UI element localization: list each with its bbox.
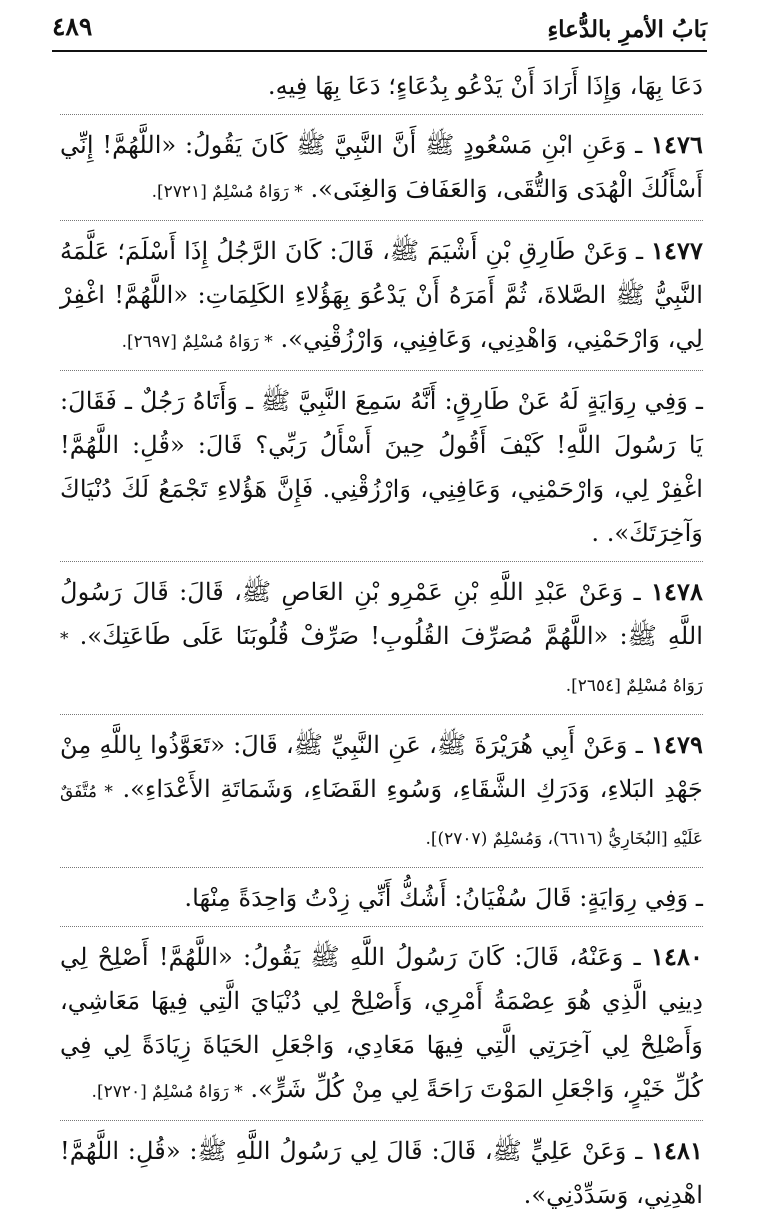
hadith-reference: * رَوَاهُ مُسْلِمٌ [٢٧٢١].: [151, 182, 303, 202]
page-body: [60, 64, 703, 1217]
hadith-text: ـ وَفِي رِوَايَةٍ لَهُ عَنْ طَارِقٍ: أَنَّهُ سَمِعَ النَّبِيَّ ﷺ ـ وَأَتَاهُ رَجُلٌ ـ فَقَالَ: يَا رَسُولَ اللَّهِ! كَيْفَ أَقُولُ حِينَ أَسْأَلُ رَبِّي؟ قَالَ: «قُلِ: اللَّهُمَّ! اغْفِرْ لِي، وَارْحَمْنِي، وَعَافِنِي، وَارْزُقْنِي. فَإِنَّ هَؤُلاءِ تَجْمَعُ لَكَ دُنْيَاكَ وَآخِرَتَكَ». .: [60, 387, 703, 547]
hadith-text: ـ وَعَنْ عَبْدِ اللَّهِ بْنِ عَمْرِو بْنِ العَاصِ ﷺ، قَالَ: قَالَ رَسُولُ اللَّهِ ﷺ: «اللَّهُمَّ مُصَرِّفَ القُلُوبِ! صَرِّفْ قُلُوبَنَا عَلَى طَاعَتِكَ».: [60, 578, 703, 650]
hadith-text: ـ وَعَنْ عَلِيٍّ ﷺ، قَالَ: قَالَ لِي رَسُولُ اللَّهِ ﷺ: «قُلِ: اللَّهُمَّ! اهْدِنِي، وَسَدِّدْنِي».: [60, 1137, 703, 1209]
hadith-reference: * رَوَاهُ مُسْلِمٌ [٢٧٢٠].: [91, 1082, 243, 1102]
separator: [60, 220, 703, 221]
hadith-text: ـ وَعَنِ ابْنِ مَسْعُودٍ ﷺ أَنَّ النَّبِيَّ ﷺ كَانَ يَقُولُ: «اللَّهُمَّ! إِنِّي أَسْأَلُكَ الْهُدَى وَالتُّقَى، وَالعَفَافَ وَالغِنَى».: [60, 131, 703, 203]
separator: [60, 926, 703, 927]
hadith-number: ١٤٨٠: [651, 942, 703, 971]
hadith-number: ١٤٧٦: [651, 130, 703, 159]
header-rule: [52, 50, 707, 52]
entry-text: دَعَا بِهَا، وَإِذَا أَرَادَ أَنْ يَدْعُو بِدُعَاءٍ؛ دَعَا بِهَا فِيهِ.: [267, 72, 703, 100]
hadith-text: ـ وَعَنْ أَبِي هُرَيْرَةَ ﷺ، عَنِ النَّبِيِّ ﷺ، قَالَ: «تَعَوَّذُوا بِاللَّهِ مِنْ جَهْدِ البَلاءِ، وَدَرَكِ الشَّقَاءِ، وَسُوءِ القَضَاءِ، وَشَمَاتَةِ الأَعْدَاءِ».: [60, 731, 704, 803]
hadith-number: ١٤٧٧: [651, 236, 703, 265]
hadith-text: ـ وَفِي رِوَايَةٍ: قَالَ سُفْيَانُ: أَشُكُّ أَنِّي زِدْتُ وَاحِدَةً مِنْهَا.: [184, 884, 703, 912]
hadith-1478: [60, 570, 703, 708]
hadith-1481: [60, 1129, 703, 1217]
page-header: [52, 10, 707, 48]
separator: [60, 370, 703, 371]
hadith-number: ١٤٧٨: [651, 577, 703, 606]
page-number: ٤٨٩: [52, 12, 93, 41]
hadith-text: ـ وَعَنْ طَارِقِ بْنِ أَشْيَمَ ﷺ، قَالَ: كَانَ الرَّجُلُ إِذَا أَسْلَمَ؛ عَلَّمَهُ النَّبِيُّ ﷺ الصَّلاةَ، ثُمَّ أَمَرَهُ أَنْ يَدْعُوَ بِهَؤُلاءِ الكَلِمَاتِ: «اللَّهُمَّ! اغْفِرْ لِي، وَارْحَمْنِي، وَاهْدِنِي، وَعَافِنِي، وَارْزُقْنِي».: [60, 237, 703, 353]
separator: [60, 114, 703, 115]
hadith-reference: * رَوَاهُ مُسْلِمٌ [٢٦٥٤].: [60, 629, 703, 696]
hadith-1476: [60, 123, 703, 214]
hadith-reference: * رَوَاهُ مُسْلِمٌ [٢٦٩٧].: [121, 332, 273, 352]
continuation-paragraph: [60, 64, 703, 108]
separator: [60, 1120, 703, 1121]
hadith-number: ١٤٧٩: [651, 730, 703, 759]
hadith-1479: [60, 723, 703, 861]
hadith-number: ١٤٨١: [651, 1136, 703, 1165]
hadith-reference: * مُتَّفَقٌ عَلَيْهِ [البُخَارِيُّ (٦٦١٦)، وَمُسْلِمٌ (٢٧٠٧)].: [60, 782, 703, 849]
hadith-text: ـ وَعَنْهُ، قَالَ: كَانَ رَسُولُ اللَّهِ ﷺ يَقُولُ: «اللَّهُمَّ! أَصْلِحْ لِي دِينِي الَّذِي هُوَ عِصْمَةُ أَمْرِي، وَأَصْلِحْ لِي دُنْيَايَ الَّتِي فِيهَا مَعَاشِي، وَأَصْلِحْ لِي آخِرَتِي الَّتِي فِيهَا مَعَادِي، وَاجْعَلِ الحَيَاةَ زِيَادَةً لِي فِي كُلِّ خَيْرٍ، وَاجْعَلِ المَوْتَ رَاحَةً لِي مِنْ كُلِّ شَرٍّ».: [60, 943, 704, 1103]
hadith-1480: [60, 935, 703, 1114]
separator: [60, 867, 703, 868]
separator: [60, 714, 703, 715]
separator: [60, 561, 703, 562]
chapter-title: بَابُ الأمرِ بالدُّعاءِ: [547, 16, 707, 43]
hadith-1477: [60, 229, 703, 364]
narration-variant: [60, 876, 703, 920]
narration-variant: [60, 379, 703, 555]
